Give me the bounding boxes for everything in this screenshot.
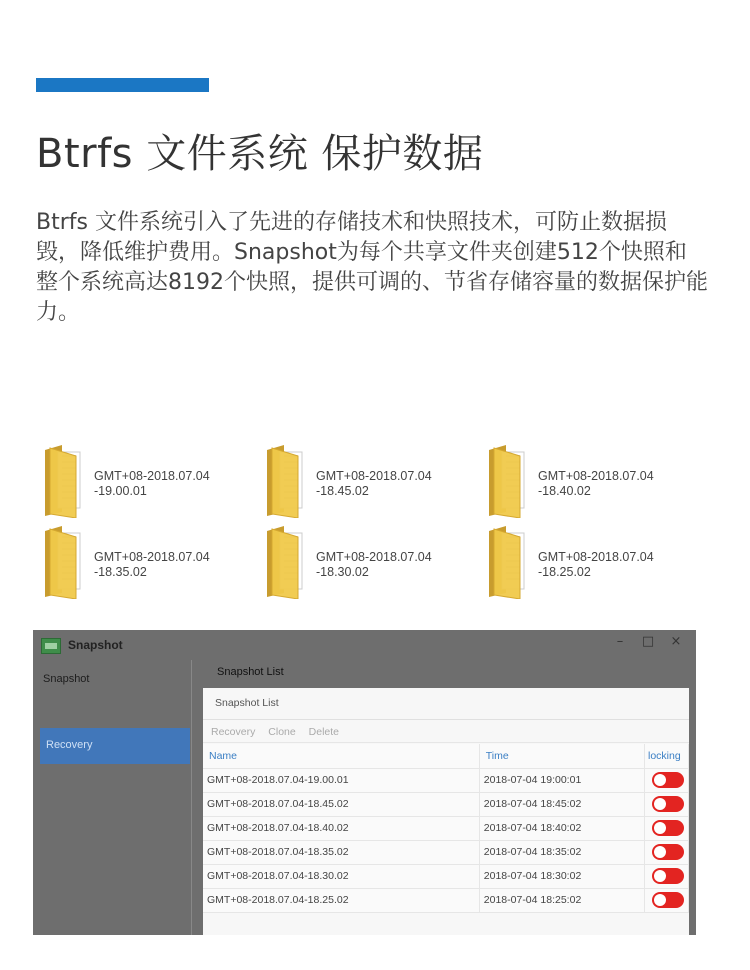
lock-toggle[interactable]	[652, 892, 684, 908]
snapshot-window	[33, 630, 696, 935]
locking-cell	[644, 888, 688, 912]
snapshot-app-icon	[41, 638, 61, 654]
table-row[interactable]	[203, 864, 689, 888]
snapshot-folder[interactable]	[42, 442, 262, 522]
snapshot-name: GMT+08-2018.07.04-18.40.02	[203, 816, 479, 840]
folder-icon	[42, 523, 92, 599]
toolbar	[203, 721, 689, 743]
folder-label: GMT+08-2018.07.04 -19.00.01	[94, 469, 210, 498]
lock-toggle[interactable]	[652, 868, 684, 884]
sidebar-item-recovery[interactable]: Recovery	[40, 728, 190, 764]
snapshot-table	[203, 744, 689, 913]
folder-icon	[264, 523, 314, 599]
column-header-name[interactable]: Name	[203, 744, 479, 768]
close-button[interactable]: ×	[670, 634, 682, 649]
snapshot-list-panel	[203, 688, 689, 935]
locking-cell	[644, 792, 688, 816]
snapshot-name: GMT+08-2018.07.04-19.00.01	[203, 768, 479, 792]
column-header-time[interactable]: Time	[479, 744, 644, 768]
lock-toggle[interactable]	[652, 796, 684, 812]
recovery-button[interactable]: Recovery	[211, 726, 256, 738]
snapshot-time: 2018-07-04 18:45:02	[479, 792, 644, 816]
maximize-button[interactable]: □	[641, 634, 655, 649]
snapshot-name: GMT+08-2018.07.04-18.45.02	[203, 792, 479, 816]
sidebar	[33, 660, 191, 935]
locking-cell	[644, 768, 688, 792]
snapshot-folder[interactable]	[264, 442, 484, 522]
folder-icon	[42, 442, 92, 518]
folder-label: GMT+08-2018.07.04 -18.40.02	[538, 469, 654, 498]
panel-title: Snapshot List	[203, 688, 689, 720]
table-row[interactable]	[203, 816, 689, 840]
sidebar-item-snapshot[interactable]: Snapshot	[43, 673, 90, 685]
locking-cell	[644, 840, 688, 864]
folder-label: GMT+08-2018.07.04 -18.35.02	[94, 550, 210, 579]
folder-icon	[264, 442, 314, 518]
folder-label: GMT+08-2018.07.04 -18.25.02	[538, 550, 654, 579]
lock-toggle[interactable]	[652, 844, 684, 860]
lock-toggle[interactable]	[652, 772, 684, 788]
locking-cell	[644, 816, 688, 840]
content-title: Snapshot List	[217, 666, 284, 678]
folder-label: GMT+08-2018.07.04 -18.45.02	[316, 469, 432, 498]
snapshot-folder[interactable]	[42, 523, 262, 603]
snapshot-time: 2018-07-04 18:25:02	[479, 888, 644, 912]
snapshot-folder[interactable]	[486, 442, 706, 522]
folder-icon	[486, 442, 536, 518]
table-row[interactable]	[203, 792, 689, 816]
main-content	[191, 660, 696, 935]
locking-cell	[644, 864, 688, 888]
column-header-locking[interactable]: locking	[644, 744, 688, 768]
folder-icon	[486, 523, 536, 599]
page-title: Btrfs 文件系统 保护数据	[36, 131, 484, 177]
snapshot-name: GMT+08-2018.07.04-18.30.02	[203, 864, 479, 888]
folder-label: GMT+08-2018.07.04 -18.30.02	[316, 550, 432, 579]
snapshot-folder[interactable]	[486, 523, 706, 603]
snapshot-name: GMT+08-2018.07.04-18.35.02	[203, 840, 479, 864]
delete-button[interactable]: Delete	[308, 726, 339, 738]
table-row[interactable]	[203, 888, 689, 912]
lock-toggle[interactable]	[652, 820, 684, 836]
table-row[interactable]	[203, 768, 689, 792]
window-title: Snapshot	[68, 638, 123, 652]
snapshot-time: 2018-07-04 18:30:02	[479, 864, 644, 888]
accent-bar	[36, 78, 209, 92]
table-row[interactable]	[203, 840, 689, 864]
snapshot-time: 2018-07-04 18:35:02	[479, 840, 644, 864]
snapshot-time: 2018-07-04 19:00:01	[479, 768, 644, 792]
minimize-button[interactable]: –	[616, 634, 624, 649]
snapshot-time: 2018-07-04 18:40:02	[479, 816, 644, 840]
clone-button[interactable]: Clone	[268, 726, 296, 738]
snapshot-folder[interactable]	[264, 523, 484, 603]
table-header-row	[203, 744, 689, 768]
title-bar	[33, 630, 696, 660]
description-text: Btrfs 文件系统引入了先进的存储技术和快照技术，可防止数据损毁，降低维护费用。Snapshot为每个共享文件夹创建512个快照和整个系统高达8192个快照，提供可调的、节省存储容量的数据保护能力。	[36, 210, 708, 325]
snapshot-name: GMT+08-2018.07.04-18.25.02	[203, 888, 479, 912]
